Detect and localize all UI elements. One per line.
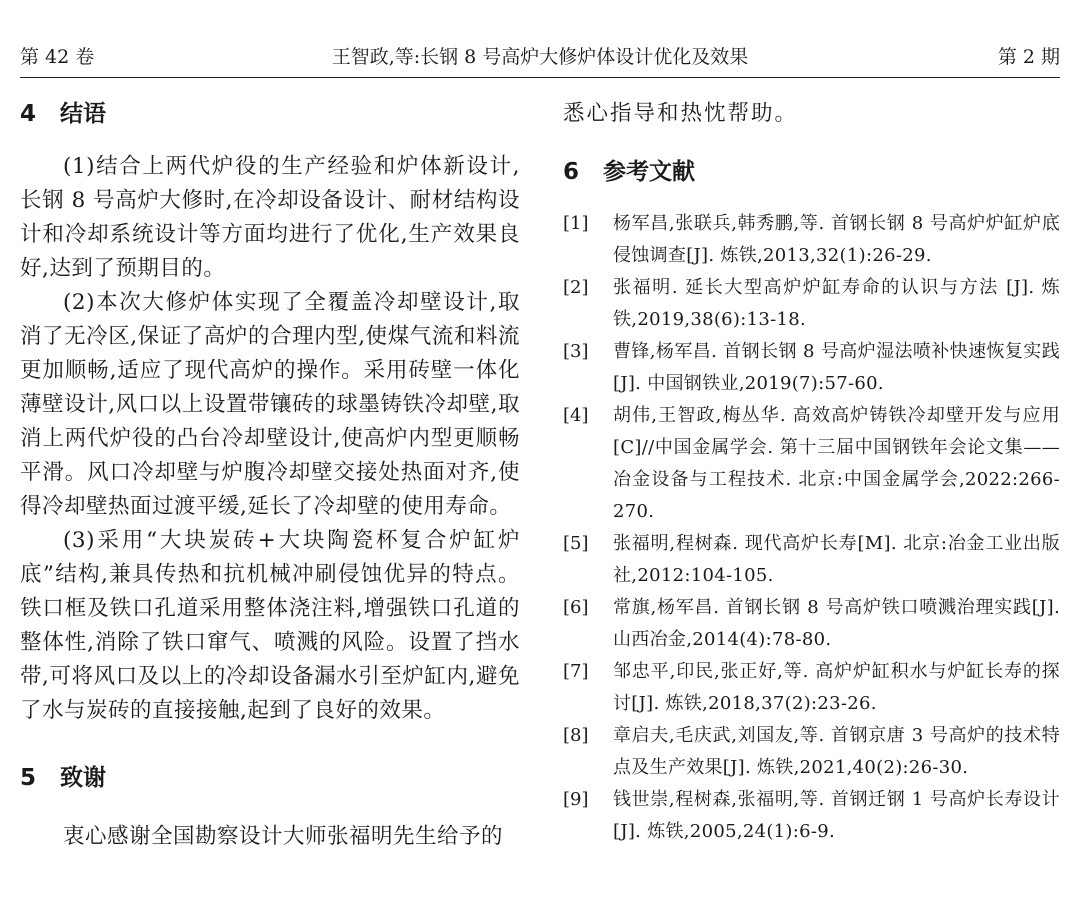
section-number: 4 [20, 101, 37, 127]
reference-item [563, 656, 1060, 720]
reference-index: [1] [563, 213, 589, 234]
section-title-text: 致谢 [60, 765, 106, 791]
reference-text: 钱世崇,程树森,张福明,等. 首钢迁钢 1 号高炉长寿设计[J]. 炼铁,2005,24(1):6-9. [613, 789, 1060, 842]
reference-index: [9] [563, 789, 589, 810]
reference-item [563, 208, 1060, 272]
reference-index: [8] [563, 725, 589, 746]
running-title: 王智政,等:长钢 8 号高炉大修炉体设计优化及效果 [331, 46, 749, 68]
section-references-title [563, 150, 1060, 194]
volume-number: 第 42 卷 [20, 46, 95, 68]
right-column [563, 92, 1060, 848]
reference-text: 曹锋,杨军昌. 首钢长钢 8 号高炉湿法喷补快速恢复实践[J]. 中国钢铁业,2019(7):57-60. [613, 341, 1060, 394]
reference-item [563, 272, 1060, 336]
reference-item [563, 400, 1060, 528]
left-column [20, 92, 520, 854]
reference-text: 胡伟,王智政,梅丛华. 高效高炉铸铁冷却壁开发与应用[C]//中国金属学会. 第十三届中国钢铁年会论文集——冶金设备与工程技术. 北京:中国金属学会,2022:266-270. [613, 405, 1060, 522]
reference-index: [5] [563, 533, 589, 554]
issue-number: 第 2 期 [997, 46, 1060, 68]
section-number: 5 [20, 765, 37, 791]
reference-text: 杨军昌,张联兵,韩秀鹏,等. 首钢长钢 8 号高炉炉缸炉底侵蚀调查[J]. 炼铁,2013,32(1):26-29. [613, 213, 1060, 266]
reference-index: [7] [563, 661, 589, 682]
conclusion-paragraph-3: (3)采用“大块炭砖+大块陶瓷杯复合炉缸炉底”结构,兼具传热和抗机械冲刷侵蚀优异的特点。铁口框及铁口孔道采用整体浇注料,增强铁口孔道的整体性,消除了铁口窜气、喷溅的风险。设置了挡水带,可将风口及以上的冷却设备漏水引至炉缸内,避免了水与炭砖的直接接触,起到了良好的效果。 [20, 528, 520, 723]
reference-text: 常旗,杨军昌. 首钢长钢 8 号高炉铁口喷溅治理实践[J]. 山西冶金,2014(4):78-80. [613, 597, 1060, 650]
section-acknowledgement-title [20, 756, 520, 800]
reference-item [563, 528, 1060, 592]
reference-item [563, 336, 1060, 400]
conclusion-paragraph-1: (1)结合上两代炉役的生产经验和炉体新设计,长钢 8 号高炉大修时,在冷却设备设计、耐材结构设计和冷却系统设计等方面均进行了优化,生产效果良好,达到了预期目的。 [20, 154, 520, 281]
reference-list [563, 208, 1060, 848]
reference-text: 章启夫,毛庆武,刘国友,等. 首钢京唐 3 号高炉的技术特点及生产效果[J]. 炼铁,2021,40(2):26-30. [613, 725, 1060, 778]
reference-index: [2] [563, 277, 589, 298]
acknowledgement-text-start: 衷心感谢全国勘察设计大师张福明先生给予的 [63, 824, 504, 849]
reference-index: [3] [563, 341, 589, 362]
conclusion-paragraph-2: (2)本次大修炉体实现了全覆盖冷却壁设计,取消了无冷区,保证了高炉的合理内型,使煤气流和料流更加顺畅,适应了现代高炉的操作。采用砖壁一体化薄壁设计,风口以上设置带镶砖的球墨铸铁冷却壁,取消上两代炉役的凸台冷却壁设计,使高炉内型更顺畅平滑。风口冷却壁与炉腹冷却壁交接处热面对齐,使得冷却壁热面过渡平缓,延长了冷却壁的使用寿命。 [20, 290, 520, 519]
reference-text: 张福明. 延长大型高炉炉缸寿命的认识与方法 [J]. 炼铁,2019,38(6):13-18. [613, 277, 1060, 330]
section-title-text: 结语 [60, 101, 106, 127]
acknowledgement-text-end: 悉心指导和热忱帮助。 [563, 101, 799, 126]
reference-text: 张福明,程树森. 现代高炉长寿[M]. 北京:冶金工业出版社,2012:104-105. [613, 533, 1060, 586]
running-header [20, 40, 1060, 74]
reference-item [563, 784, 1060, 848]
reference-index: [6] [563, 597, 589, 618]
section-title-text: 参考文献 [603, 159, 695, 185]
reference-item [563, 720, 1060, 784]
reference-text: 邹忠平,印民,张正好,等. 高炉炉缸积水与炉缸长寿的探讨[J]. 炼铁,2018,37(2):23-26. [613, 661, 1060, 714]
section-number: 6 [563, 159, 580, 185]
section-conclusion-title [20, 92, 520, 136]
reference-index: [4] [563, 405, 589, 426]
reference-item [563, 592, 1060, 656]
header-divider [20, 77, 1060, 78]
